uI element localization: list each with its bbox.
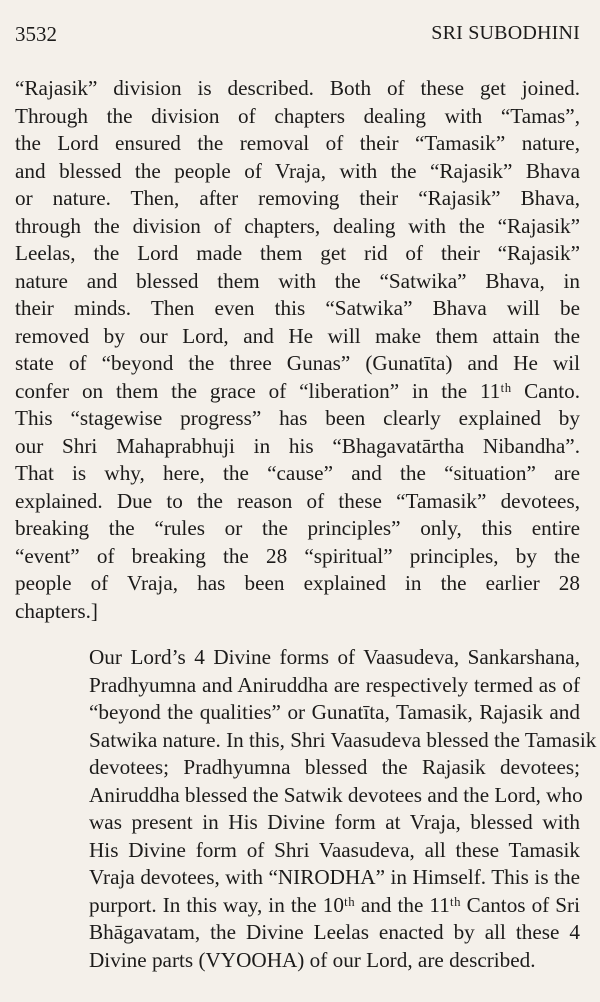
text-line: our Shri Mahaprabhuji in his “Bhagavatārtha Nibandha”. [15,433,580,458]
text-line: Vraja devotees, with “NIRODHA” in Himself. This is the [89,865,580,889]
text-line: and blessed the people of Vraja, with the “Rajasik” Bhava [15,158,580,183]
running-title: SRI SUBODHINI [431,22,580,44]
text-line: chapters.] [15,598,98,623]
text-line: This “stagewise progress” has been clearly explained by [15,406,580,430]
text-line: through the division of chapters, dealing with the “Rajasik” [15,213,580,238]
body-text [15,75,597,974]
text-line: nature and blessed them with the “Satwika” Bhava, in [15,268,580,293]
text-line: Leelas, the Lord made them get rid of their “Rajasik” [15,241,580,265]
text-line: state of “beyond the three Gunas” (Gunatīta) and He wil [15,351,580,375]
text-line: or nature. Then, after removing their “Rajasik” Bhava, [15,186,580,210]
text-line: the Lord ensured the removal of their “Tamasik” nature, [15,131,580,155]
text-line: Divine parts (VYOOHA) of our Lord, are described. [89,947,536,972]
text-line: purport. In this way, in the 10ᵗʰ and the 11ᵗʰ Cantos of Sri [89,892,580,917]
text-line: “Rajasik” division is described. Both of these get joined. [15,76,580,100]
text-line: That is why, here, the “cause” and the “situation” are [15,461,580,485]
text-line: was present in His Divine form at Vraja, blessed with [89,810,580,834]
text-line: their minds. Then even this “Satwika” Bhava will be [15,296,580,320]
text-line: people of Vraja, has been explained in the earlier 28 [15,571,580,595]
page-number: 3532 [15,22,57,46]
text-line: “beyond the qualities” or Gunatīta, Tamasik, Rajasik and [89,700,580,724]
text-line: breaking the “rules or the principles” only, this entire [15,516,580,540]
text-line: explained. Due to the reason of these “Tamasik” devotees, [15,488,580,513]
text-line: removed by our Lord, and He will make them attain the [15,323,580,348]
text-line: Satwika nature. In this, Shri Vaasudeva blessed the Tamasik [89,727,597,752]
text-line: Aniruddha blessed the Satwik devotees and the Lord, who [89,782,583,807]
text-line: Our Lord’s 4 Divine forms of Vaasudeva, Sankarshana, [89,645,580,669]
text-line: devotees; Pradhyumna blessed the Rajasik devotees; [89,755,580,779]
text-line: Pradhyumna and Aniruddha are respectively termed as of [89,672,580,697]
text-line: “event” of breaking the 28 “spiritual” principles, by the [15,543,580,568]
page-header [15,22,580,50]
text-line: Bhāgavatam, the Divine Leelas enacted by all these 4 [89,920,580,944]
paragraph-2 [15,644,597,974]
paragraph-1 [15,75,580,625]
text-line: confer on them the grace of “liberation” in the 11ᵗʰ Canto. [15,378,580,403]
text-line: Through the division of chapters dealing with “Tamas”, [15,103,580,128]
text-line: His Divine form of Shri Vaasudeva, all these Tamasik [89,837,580,862]
